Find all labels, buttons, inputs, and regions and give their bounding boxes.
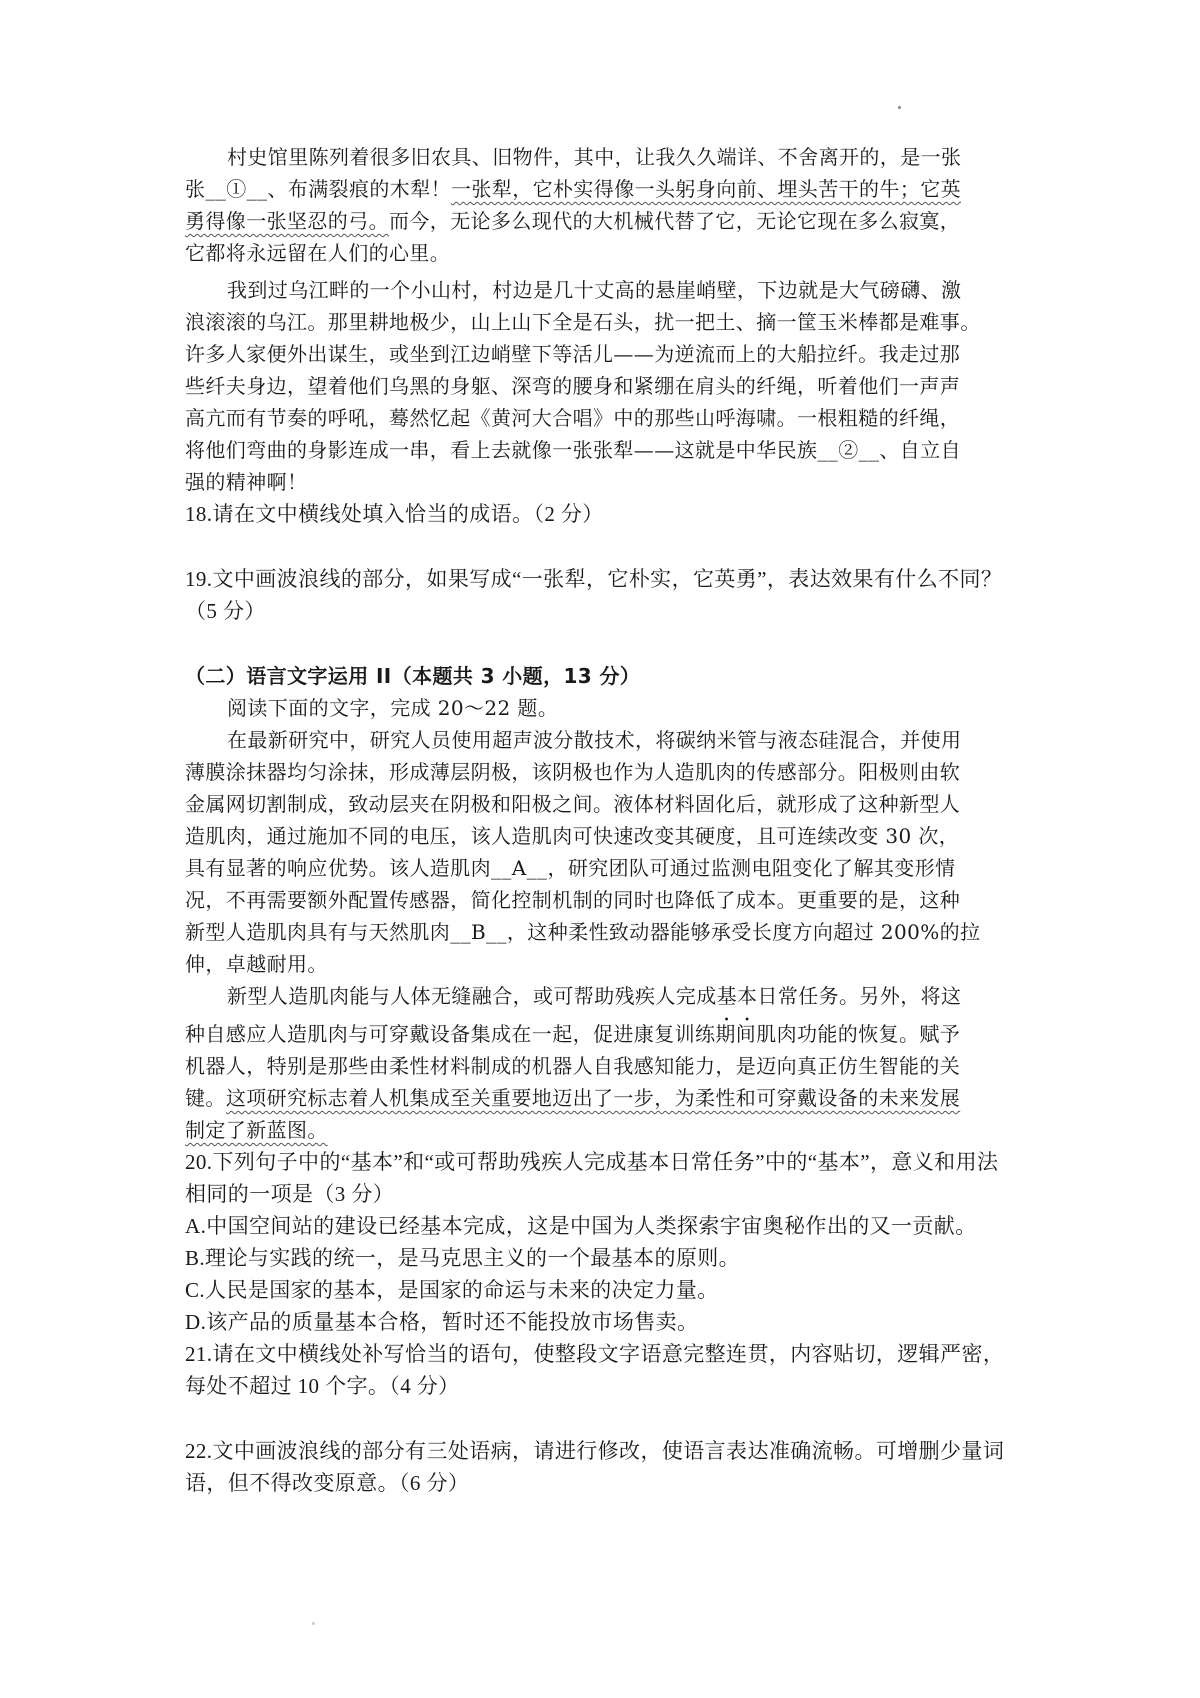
question-22-line-1: 22.文中画波浪线的部分有三处语病，请进行修改，使语言表达准确流畅。可增删少量词 — [185, 1439, 1005, 1463]
emphasis-char-ji: 基 — [716, 984, 738, 1008]
section2-p2-line-1-end: 日常任务。另外，将这 — [757, 984, 962, 1008]
question-22-line-2: 语，但不得改变原意。（6 分） — [185, 1471, 470, 1495]
section2-p2-line-2: 种自感应人造肌肉与可穿戴设备集成在一起，促进康复训练期间肌肉功能的恢复。赋予 — [185, 1022, 961, 1046]
scan-mark — [898, 106, 901, 109]
scan-mark-bottom — [312, 1622, 315, 1625]
passage2-line-1: 我到过乌江畔的一个小山村，村边是几十丈高的悬崖峭壁，下边就是大气磅礴、激 — [227, 278, 962, 302]
question-20-option-d: D.该产品的质量基本合格，暂时还不能投放市场售卖。 — [185, 1310, 699, 1334]
emphasis-char-ben: 本 — [737, 984, 758, 1008]
section2-p1-line-3: 金属网切割制成，致动层夹在阴极和阳极之间。液体材料固化后，就形成了这种新型人 — [185, 792, 961, 816]
section2-p2-line-4 — [185, 1083, 1030, 1113]
section2-p1-line-7: 新型人造肌肉具有与天然肌肉__B__，这种柔性致动器能够承受长度方向超过 200%的拉 — [185, 920, 981, 944]
question-18: 18.请在文中横线处填入恰当的成语。（2 分） — [185, 502, 604, 526]
passage2-line-4: 些纤夫身边，望着他们乌黑的身躯、深弯的腰身和紧绷在肩头的纤绳，听着他们一声声 — [185, 374, 961, 398]
question-20-line-2: 相同的一项是（3 分） — [185, 1182, 395, 1206]
passage1-line-2 — [185, 174, 1030, 204]
section2-p2-line-1 — [227, 981, 1030, 1011]
section2-p1-line-4: 造肌肉，通过施加不同的电压，该人造肌肉可快速改变其硬度，且可连续改变 30 次， — [185, 824, 960, 848]
passage1-line-4: 它都将永远留在人们的心里。 — [185, 241, 451, 265]
question-20-option-a: A.中国空间站的建设已经基本完成，这是中国为人类探索宇宙奥秘作出的又一贡献。 — [185, 1214, 977, 1238]
question-19-line-1: 19.文中画波浪线的部分，如果写成“一张犁，它朴实，它英勇”，表达效果有什么不同？ — [185, 567, 1003, 591]
section2-p1-line-8: 伸，卓越耐用。 — [185, 952, 328, 976]
wavy-underlined-sentence-1: 一张犁，它朴实得像一头躬身向前、埋头苦干的牛；它英 — [451, 177, 961, 201]
wavy-underlined-sentence-2: 勇得像一张坚忍的弓。 — [185, 209, 389, 233]
section2-p2-line-4-start: 键。 — [185, 1086, 226, 1110]
section2-p1-line-6: 况，不再需要额外配置传感器，简化控制机制的同时也降低了成本。更重要的是，这种 — [185, 888, 961, 912]
section-2-heading: （二）语言文字运用 II（本题共 3 小题，13 分） — [185, 664, 641, 688]
wavy-underlined-sentence-3: 这项研究标志着人机集成至关重要地迈出了一步，为柔性和可穿戴设备的未来发展 — [225, 1086, 961, 1110]
section2-p1-line-2: 薄膜涂抹器均匀涂抹，形成薄层阴极，该阴极也作为人造肌肉的传感部分。阳极则由软 — [185, 760, 961, 784]
section2-p1-line-5: 具有显著的响应优势。该人造肌肉__A__，研究团队可通过监测电阻变化了解其变形情 — [185, 856, 956, 880]
section2-p1-line-1: 在最新研究中，研究人员使用超声波分散技术，将碳纳米管与液态硅混合，并使用 — [227, 728, 962, 752]
question-19-line-2: （5 分） — [185, 599, 266, 623]
question-21-line-1: 21.请在文中横线处补写恰当的语句，使整段文字语意完整连贯，内容贴切，逻辑严密， — [185, 1342, 1005, 1366]
question-21-line-2: 每处不超过 10 个字。（4 分） — [185, 1374, 460, 1398]
passage1-line-3 — [185, 206, 1030, 236]
section2-p2-line-1-start: 新型人造肌肉能与人体无缝融合，或可帮助残疾人完成 — [227, 984, 717, 1008]
passage2-line-5: 高亢而有节奏的呼吼，蓦然忆起《黄河大合唱》中的那些山呼海啸。一根粗糙的纤绳， — [185, 406, 961, 430]
question-20-option-c: C.人民是国家的基本，是国家的命运与未来的决定力量。 — [185, 1278, 719, 1302]
passage2-line-7: 强的精神啊！ — [185, 470, 308, 494]
passage2-line-6: 将他们弯曲的身影连成一串，看上去就像一张张犁——这就是中华民族__②__、自立自 — [185, 438, 961, 462]
section-2-intro: 阅读下面的文字，完成 20～22 题。 — [227, 696, 559, 720]
passage1-blank-1-text: 张__①__、布满裂痕的木犁！ — [185, 177, 451, 201]
passage1-line-3-rest: 而今，无论多么现代的大机械代替了它，无论它现在多么寂寞， — [389, 209, 961, 233]
section2-p2-line-3: 机器人，特别是那些由柔性材料制成的机器人自我感知能力，是迈向真正仿生智能的关 — [185, 1054, 961, 1078]
question-20-option-b: B.理论与实践的统一，是马克思主义的一个最基本的原则。 — [185, 1246, 741, 1270]
passage1-line-1: 村史馆里陈列着很多旧农具、旧物件，其中，让我久久端详、不舍离开的，是一张 — [227, 145, 962, 169]
section2-p2-line-5 — [185, 1115, 1030, 1145]
passage2-line-2: 浪滚滚的乌江。那里耕地极少，山上山下全是石头，扰一把土、摘一筐玉米棒都是难事。 — [185, 310, 981, 334]
passage2-line-3: 许多人家便外出谋生，或坐到江边峭壁下等活儿——为逆流而上的大船拉纤。我走过那 — [185, 342, 961, 366]
question-20-line-1: 20.下列句子中的“基本”和“或可帮助残疾人完成基本日常任务”中的“基本”，意义和用法 — [185, 1150, 999, 1174]
wavy-underlined-sentence-3-cont: 制定了新蓝图。 — [185, 1118, 328, 1142]
